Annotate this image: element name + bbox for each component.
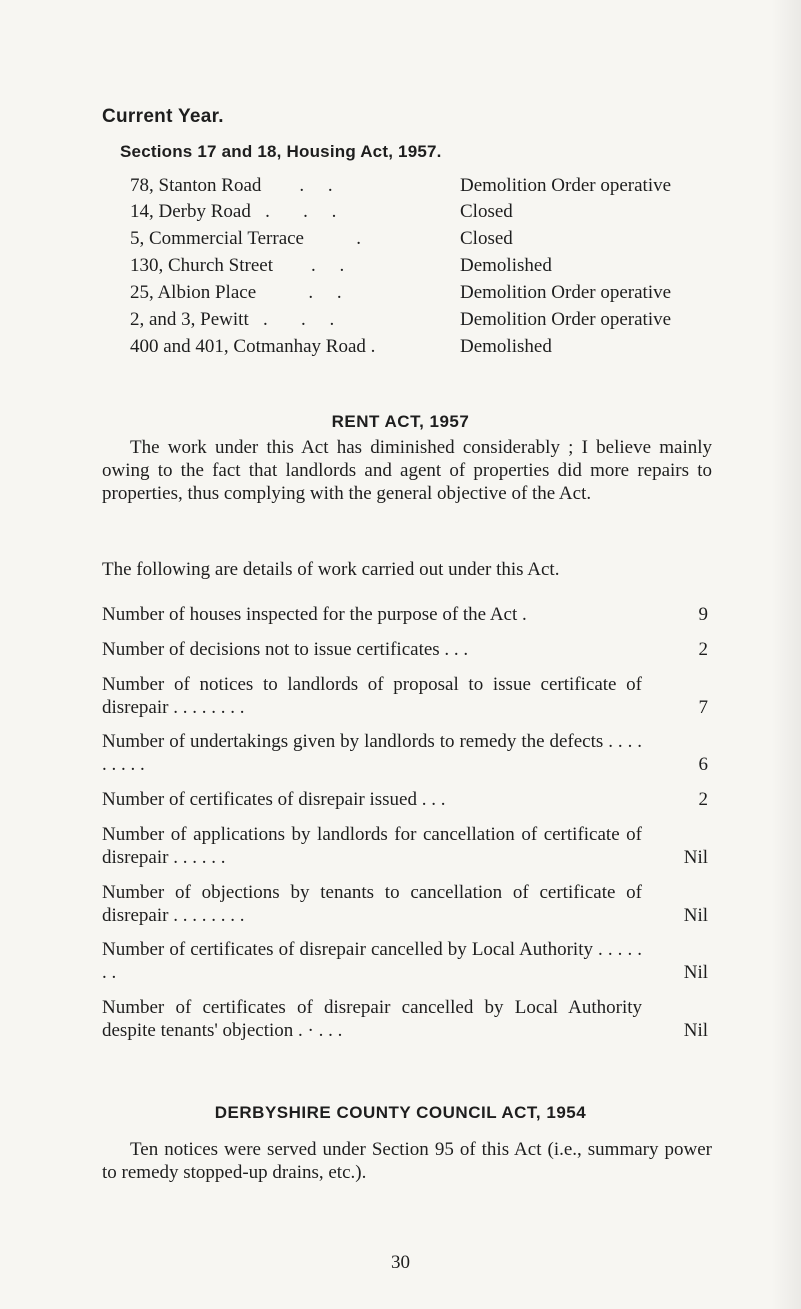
property-row [130,228,730,254]
derbyshire-heading: DERBYSHIRE COUNTY COUNCIL ACT, 1954 [214,1103,587,1122]
stat-value: 2 [698,789,708,810]
stat-label: Number of undertakings given by landlords to remedy the defects . . . . . . . . . [102,731,642,775]
property-address: 400 and 401, Cotmanhay Road . [130,336,376,357]
property-address: 14, Derby Road . . . [130,201,337,222]
stat-row [102,938,708,984]
rent-act-heading: RENT ACT, 1957 [331,412,470,431]
current-year-heading: Current Year. [102,106,224,127]
stat-label: Number of decisions not to issue certificates . . . [102,639,469,660]
stat-value: Nil [683,962,708,983]
property-address: 25, Albion Place . . [130,282,342,303]
stat-row [102,638,708,661]
rent-act-intro: The following are details of work carried out under this Act. [102,559,560,580]
property-status: Closed [460,201,513,222]
property-address: 5, Commercial Terrace . [130,228,361,249]
property-row [130,201,730,227]
property-status: Demolished [460,336,552,357]
stat-row [102,881,708,927]
stat-row [102,823,708,869]
stat-label: Number of certificates of disrepair cancelled by Local Authority . . . . . . . [102,939,642,983]
stat-value: Nil [683,905,708,926]
stat-label: Number of notices to landlords of proposal to issue certificate of disrepair . . . . . . . . [102,674,642,718]
stat-value: 7 [698,697,708,718]
property-row [130,255,730,281]
property-status: Demolition Order operative [460,175,672,196]
stat-value: Nil [683,847,708,868]
property-row [130,336,730,362]
rent-act-paragraph: The work under this Act has diminished considerably ; I believe mainly owing to the fact that landlords and agent of properties did more repairs to properties, thus complying with the general objective of the Act. [102,437,712,504]
property-status: Demolished [460,255,552,276]
stat-row [102,996,708,1042]
property-row [130,282,730,308]
derbyshire-paragraph: Ten notices were served under Section 95 of this Act (i.e., summary power to remedy stopped-up drains, etc.). [102,1139,712,1183]
stat-label: Number of certificates of disrepair cancelled by Local Authority despite tenants' objection . · . . . [102,997,642,1041]
page-number: 30 [391,1252,410,1273]
stat-label: Number of objections by tenants to cancellation of certificate of disrepair . . . . . . . . [102,882,642,926]
stat-value: 6 [698,754,708,775]
stat-row [102,603,708,626]
property-address: 78, Stanton Road . . [130,175,333,196]
sections-subheading: Sections 17 and 18, Housing Act, 1957. [120,142,442,161]
stat-row [102,730,708,776]
stat-label: Number of houses inspected for the purpose of the Act . [102,604,527,625]
property-address: 2, and 3, Pewitt . . . [130,309,335,330]
property-status: Closed [460,228,513,249]
property-row [130,309,730,335]
stat-label: Number of certificates of disrepair issued . . . [102,789,446,810]
property-status: Demolition Order operative [460,309,672,330]
stat-label: Number of applications by landlords for cancellation of certificate of disrepair . . . . . . [102,824,642,868]
stat-row [102,788,708,811]
property-address: 130, Church Street . . [130,255,345,276]
stat-value: 2 [698,639,708,660]
stat-row [102,673,708,719]
property-status: Demolition Order operative [460,282,672,303]
stat-value: 9 [698,604,708,625]
property-row [130,175,730,201]
stat-value: Nil [683,1020,708,1041]
